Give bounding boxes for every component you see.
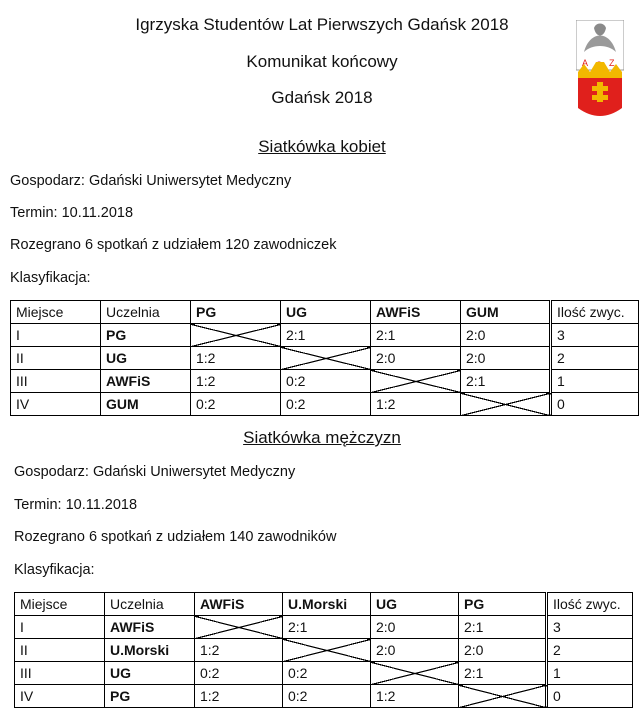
women-summary: Rozegrano 6 spotkań z udziałem 120 zawodniczek [10, 237, 337, 253]
women-host: Gospodarz: Gdański Uniwersytet Medyczny [10, 173, 292, 189]
column-header: U.Morski [283, 593, 371, 616]
crossed-cell [191, 324, 281, 347]
svg-text:A: A [582, 58, 589, 68]
crossed-cell [459, 685, 547, 708]
column-header: AWFiS [371, 301, 461, 324]
place-cell: I [15, 616, 105, 639]
place-cell: III [15, 662, 105, 685]
team-cell: UG [105, 662, 195, 685]
column-header: Ilość zwyc. [547, 593, 633, 616]
team-cell: U.Morski [105, 639, 195, 662]
wins-cell: 0 [551, 393, 639, 416]
team-cell: AWFiS [105, 616, 195, 639]
men-section-title: Siatkówka mężczyzn [243, 428, 401, 447]
score-cell: 2:1 [281, 324, 371, 347]
score-cell: 1:2 [195, 685, 283, 708]
column-header: Miejsce [15, 593, 105, 616]
team-cell: AWFiS [101, 370, 191, 393]
score-cell: 1:2 [371, 685, 459, 708]
score-cell: 1:2 [195, 639, 283, 662]
crossed-cell [461, 393, 551, 416]
table-row [15, 662, 633, 685]
score-cell: 2:0 [461, 324, 551, 347]
column-header: Uczelnia [101, 301, 191, 324]
event-title: Igrzyska Studentów Lat Pierwszych Gdańsk 2018 [135, 15, 509, 34]
table-row [15, 616, 633, 639]
wins-cell: 2 [547, 639, 633, 662]
column-header: GUM [461, 301, 551, 324]
column-header: PG [191, 301, 281, 324]
women-date: Termin: 10.11.2018 [10, 205, 134, 221]
men-summary: Rozegrano 6 spotkań z udziałem 140 zawodników [14, 529, 337, 545]
team-cell: PG [101, 324, 191, 347]
team-cell: GUM [101, 393, 191, 416]
score-cell: 0:2 [195, 662, 283, 685]
score-cell: 0:2 [281, 370, 371, 393]
score-cell: 0:2 [283, 685, 371, 708]
place-cell: I [11, 324, 101, 347]
column-header: Ilość zwyc. [551, 301, 639, 324]
score-cell: 0:2 [281, 393, 371, 416]
wins-cell: 3 [551, 324, 639, 347]
score-cell: 1:2 [191, 370, 281, 393]
table-header-row [11, 301, 639, 324]
team-cell: PG [105, 685, 195, 708]
men-results-table [14, 592, 633, 708]
place-cell: II [11, 347, 101, 370]
score-cell: 1:2 [371, 393, 461, 416]
crossed-cell [195, 616, 283, 639]
score-cell: 2:0 [371, 616, 459, 639]
svg-text:Z: Z [609, 58, 615, 68]
score-cell: 2:1 [283, 616, 371, 639]
men-date: Termin: 10.11.2018 [14, 497, 138, 513]
score-cell: 2:1 [371, 324, 461, 347]
score-cell: 2:1 [459, 662, 547, 685]
column-header: UG [371, 593, 459, 616]
crossed-cell [283, 639, 371, 662]
crossed-cell [371, 370, 461, 393]
wins-cell: 1 [547, 662, 633, 685]
score-cell: 1:2 [191, 347, 281, 370]
column-header: Uczelnia [105, 593, 195, 616]
column-header: AWFiS [195, 593, 283, 616]
wins-cell: 2 [551, 347, 639, 370]
table-row [15, 685, 633, 708]
document-subtitle: Komunikat końcowy [246, 52, 398, 71]
column-header: Miejsce [11, 301, 101, 324]
table-row [11, 347, 639, 370]
men-host: Gospodarz: Gdański Uniwersytet Medyczny [14, 464, 296, 480]
table-row [11, 370, 639, 393]
crossed-cell [281, 347, 371, 370]
score-cell: 2:0 [371, 639, 459, 662]
men-classification-label: Klasyfikacja: [14, 562, 95, 578]
score-cell: 2:0 [371, 347, 461, 370]
team-cell: UG [101, 347, 191, 370]
wins-cell: 0 [547, 685, 633, 708]
place-cell: IV [15, 685, 105, 708]
table-row [11, 324, 639, 347]
score-cell: 2:0 [459, 639, 547, 662]
column-header: PG [459, 593, 547, 616]
column-header: UG [281, 301, 371, 324]
place-cell: II [15, 639, 105, 662]
place-cell: IV [11, 393, 101, 416]
table-row [11, 393, 639, 416]
table-row [15, 639, 633, 662]
score-cell: 2:1 [461, 370, 551, 393]
women-section-title: Siatkówka kobiet [258, 137, 386, 156]
wins-cell: 1 [551, 370, 639, 393]
document-location-year: Gdańsk 2018 [271, 88, 373, 107]
crossed-cell [371, 662, 459, 685]
azs-crest-logo [576, 20, 624, 122]
place-cell: III [11, 370, 101, 393]
score-cell: 2:0 [461, 347, 551, 370]
women-classification-label: Klasyfikacja: [10, 270, 91, 286]
wins-cell: 3 [547, 616, 633, 639]
table-header-row [15, 593, 633, 616]
score-cell: 0:2 [283, 662, 371, 685]
women-results-table [10, 300, 639, 416]
score-cell: 2:1 [459, 616, 547, 639]
score-cell: 0:2 [191, 393, 281, 416]
